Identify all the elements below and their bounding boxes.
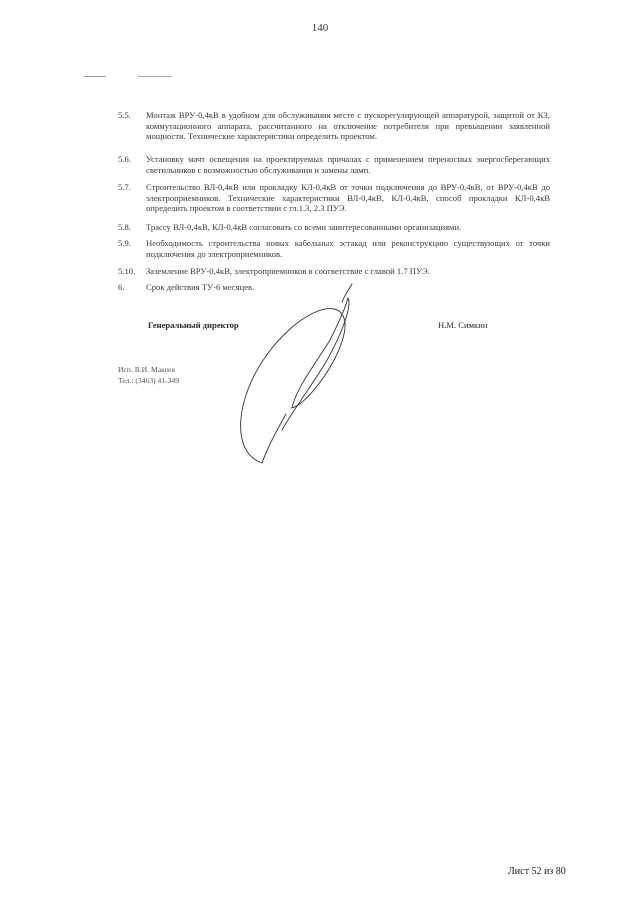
- clause-list: [118, 110, 550, 298]
- clause-item: [118, 154, 550, 182]
- clause-text: Необходимость строительства новых кабельных эстакад или реконструкцию существующих от точки подключения до электроприемников.: [146, 238, 550, 259]
- clause-text: Установку мачт освещения на проектируемых причалах с применением переносных энергосберегающих светильников с возможностью обслуживания и замены ламп.: [146, 154, 550, 175]
- clause-item: [118, 182, 550, 222]
- signatory-position: Генеральный директор: [148, 320, 239, 330]
- header-rule-left: [84, 76, 106, 77]
- clause-text: Срок действия ТУ-6 месяцев.: [146, 282, 255, 292]
- page-number: 140: [311, 22, 329, 34]
- executor-phone: Тел.: (3463) 41-349: [118, 376, 180, 385]
- clause-number: 5.6.: [118, 154, 131, 164]
- clause-number: 5.10.: [118, 266, 136, 276]
- clause-item: [118, 222, 550, 238]
- clause-number: 5.7.: [118, 182, 131, 192]
- sheet-counter: Лист 52 из 80: [508, 866, 566, 877]
- clause-text: Монтаж ВРУ-0,4кВ в удобном для обслуживания месте с пускорегулирующей аппаратурой, защитой от КЗ, коммутационного аппарата, рассчитанного на отключение потребителя при превышении заявленной мощности. Технические характеристики определить проектом.: [146, 110, 550, 142]
- signatory-name: Н.М. Симкин: [438, 320, 488, 330]
- clause-item: [118, 238, 550, 266]
- clause-item: [118, 266, 550, 282]
- clause-item: [118, 282, 550, 298]
- clause-text: Строительство ВЛ-0,4кВ или прокладку КЛ-0,4кВ от точки подключения до ВРУ-0,4кВ, от ВРУ-0,4кВ до электроприемников. Технические характеристики ВЛ-0,4кВ, КЛ-0,4кВ, способ прокладки КЛ-0,4кВ определить проектом в соответствии с гл.1.3, 2.3 ПУЭ.: [146, 182, 550, 214]
- header-rule-right: [138, 76, 172, 77]
- executor-name: Исп. В.И. Макеев: [118, 365, 175, 374]
- clause-text: Заземление ВРУ-0,4кВ, электроприемников в соответствие с главой 1.7 ПУЭ.: [146, 266, 430, 276]
- clause-number: 5.8.: [118, 222, 131, 232]
- clause-number: 6.: [118, 282, 125, 292]
- executor-block: [118, 364, 179, 386]
- clause-number: 5.5.: [118, 110, 131, 120]
- clause-text: Трассу ВЛ-0,4кВ, КЛ-0,4кВ согласовать со всеми заинтересованными организациями.: [146, 222, 462, 232]
- clause-number: 5.9.: [118, 238, 131, 248]
- clause-item: [118, 110, 550, 154]
